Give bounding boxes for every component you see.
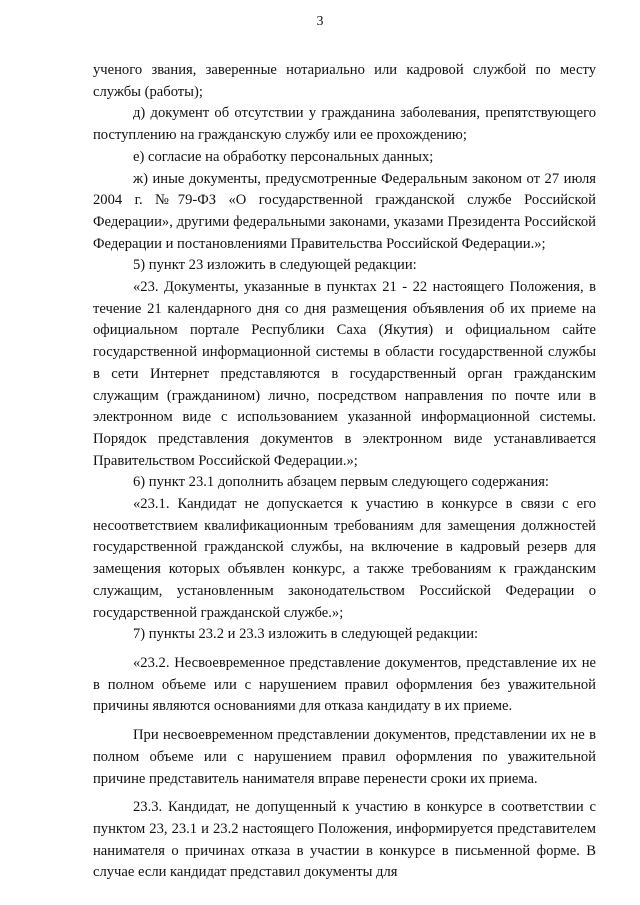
paragraph-item-zh: ж) иные документы, предусмотренные Федеральным законом от 27 июля 2004 г. №79-ФЗ «О государственной гражданской службе Российской Федерации», другими федеральными законами, указами Президента Российской Федерации и постановлениями Правительства Российской Федерации.»; [93,170,596,252]
paragraph-amendment-7: 7) пункты 23.2 и 23.3 изложить в следующей редакции: [133,626,479,643]
paragraph-item-e: е) согласие на обработку персональных данных; [133,148,434,165]
paragraph-clause-23-3: 23.3. Кандидат, не допущенный к участию в конкурсе в соответствии с пунктом 23, 23.1 и 23.2 настоящего Положения, информируется представителем нанимателя о причинах отказа в участии в конкурсе в письменной форме. В случае если кандидат представил документы для [93,799,596,881]
page-number: 3 [316,14,324,29]
paragraph-amendment-6: 6) пункт 23.1 дополнить абзацем первым следующего содержания: [133,474,549,491]
paragraph-continuation: ученого звания, заверенные нотариально или кадровой службой по месту службы (работы); [93,62,596,100]
paragraph-clause-23-2: «23.2. Несвоевременное представление документов, представление их не в полном объеме или с нарушением правил оформления без уважительной причины являются основаниями для отказа кандидату в их приеме. [93,654,596,715]
paragraph-clause-23-1: «23.1. Кандидат не допускается к участию в конкурсе в связи с его несоответствием квалификационным требованиям для замещения должностей государственной гражданской службы, на включение в кадровый резерв для замещения которых объявлен конкурс, а также требованиям к гражданским служащим, установленным законодательством Российской Федерации о государственной гражданской службе.»; [93,496,596,621]
paragraph-clause-23-2-cont: При несвоевременном представлении документов, представлении их не в полном объеме или с нарушением правил оформления по уважительной причине представитель нанимателя вправе перенести сроки их приема. [93,727,596,787]
document-body [93,60,596,884]
paragraph-item-d: д) документ об отсутствии у гражданина заболевания, препятствующего поступлению на гражданскую службу или ее прохождению; [93,105,596,144]
paragraph-amendment-5: 5) пункт 23 изложить в следующей редакции: [133,257,417,274]
paragraph-clause-23: «23. Документы, указанные в пунктах 21 - 22 настоящего Положения, в течение 21 календарного дня со дня размещения объявления об их приеме на официальном портале Республики Саха (Якутия) и официальном сайте государственной информационной системы в области государственной службы в сети Интернет представляются в государственный орган гражданским служащим (гражданином) лично, посредством направления по почте или в электронном виде с использованием указанной информационной системы. Порядок представления документов в электронном виде устанавливается Правительством Российской Федерации.»; [93,279,596,469]
